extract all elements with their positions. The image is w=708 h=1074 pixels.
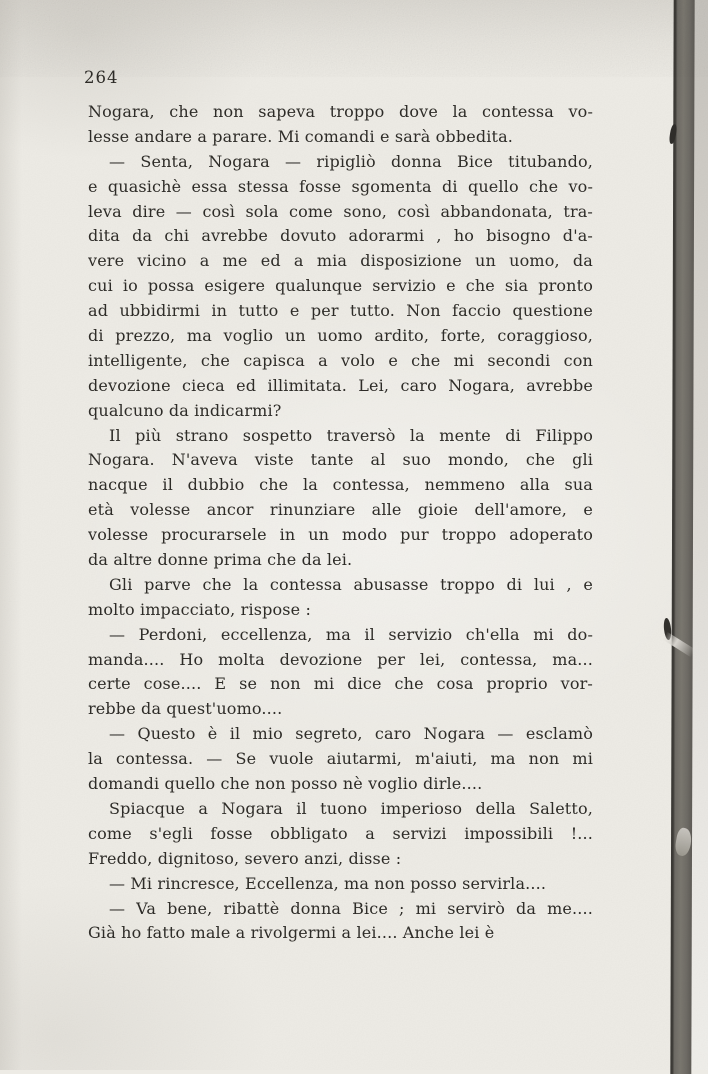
text-line: lesse andare a parare. Mi comandi e sarà obbedita.: [88, 126, 513, 146]
text-line: qualcuno da indicarmi?: [88, 400, 282, 420]
text-line: Già ho fatto male a rivolgermi a lei.... Anche lei è: [88, 923, 495, 943]
text-line: Gli parve che la contessa abusasse troppo di lui , e: [109, 574, 593, 594]
paragraph: [88, 573, 593, 623]
text-line: rebbe da quest'uomo....: [88, 699, 283, 719]
text-line: Il più strano sospetto traversò la mente di Filippo: [109, 425, 593, 445]
text-line: Freddo, dignitoso, severo anzi, disse :: [88, 848, 402, 868]
paragraph: [88, 722, 593, 797]
text-line: la contessa. — Se vuole aiutarmi, m'aiuti, ma non mi: [88, 749, 593, 769]
text-line: molto impacciato, rispose :: [88, 599, 312, 619]
text-line: vere vicino a me ed a mia disposizione un uomo, da: [88, 251, 593, 271]
paragraph: [88, 150, 593, 424]
page-number: 264: [84, 68, 119, 87]
text-line: da altre donne prima che da lei.: [88, 550, 353, 570]
text-line: di prezzo, ma voglio un uomo ardito, forte, coraggioso,: [88, 326, 593, 346]
paragraph: [88, 797, 593, 872]
text-line: intelligente, che capisca a volo e che mi secondi con: [88, 350, 593, 370]
text-line: volesse procurarsele in un modo pur troppo adoperato: [88, 525, 593, 545]
text-line: leva dire — così sola come sono, così abbandonata, tra-: [88, 201, 593, 221]
text-line: Nogara. N'aveva viste tante al suo mondo, che gli: [88, 450, 593, 470]
paragraph: [88, 872, 593, 897]
text-line: dita da chi avrebbe dovuto adorarmi , ho bisogno d'a-: [88, 226, 593, 246]
text-block: [88, 100, 593, 946]
text-line: — Va bene, ribattè donna Bice ; mi servirò da me....: [109, 898, 593, 918]
text-line: Spiacque a Nogara il tuono imperioso della Saletto,: [109, 798, 593, 818]
paragraph: [88, 424, 593, 573]
paragraph: [88, 100, 593, 150]
text-line: domandi quello che non posso nè voglio dirle....: [88, 774, 483, 794]
page-edge-shadow-band: [670, 0, 694, 1074]
text-line: Nogara, che non sapeva troppo dove la contessa vo-: [88, 102, 593, 121]
text-line: cui io possa esigere qualunque servizio e che sia pronto: [88, 276, 593, 296]
text-line: e quasichè essa stessa fosse sgomenta di quello che vo-: [88, 176, 593, 196]
text-line: devozione cieca ed illimitata. Lei, caro Nogara, avrebbe: [88, 375, 593, 395]
text-line: età volesse ancor rinunziare alle gioie dell'amore, e: [88, 500, 593, 520]
text-line: — Mi rincresce, Eccellenza, ma non posso servirla....: [109, 873, 547, 893]
text-line: ad ubbidirmi in tutto e per tutto. Non faccio questione: [88, 301, 593, 321]
text-line: manda.... Ho molta devozione per lei, contessa, ma...: [88, 649, 593, 669]
paragraph: [88, 897, 593, 947]
text-line: certe cose.... E se non mi dice che cosa proprio vor-: [88, 674, 593, 694]
text-line: come s'egli fosse obbligato a servizi impossibili !...: [88, 823, 593, 843]
paragraph: [88, 623, 593, 723]
text-line: — Questo è il mio segreto, caro Nogara — esclamò: [109, 724, 593, 744]
text-line: — Perdoni, eccellenza, ma il servizio ch'ella mi do-: [109, 624, 593, 644]
text-line: — Senta, Nogara — ripigliò donna Bice titubando,: [109, 151, 593, 171]
text-line: nacque il dubbio che la contessa, nemmeno alla sua: [88, 475, 593, 495]
